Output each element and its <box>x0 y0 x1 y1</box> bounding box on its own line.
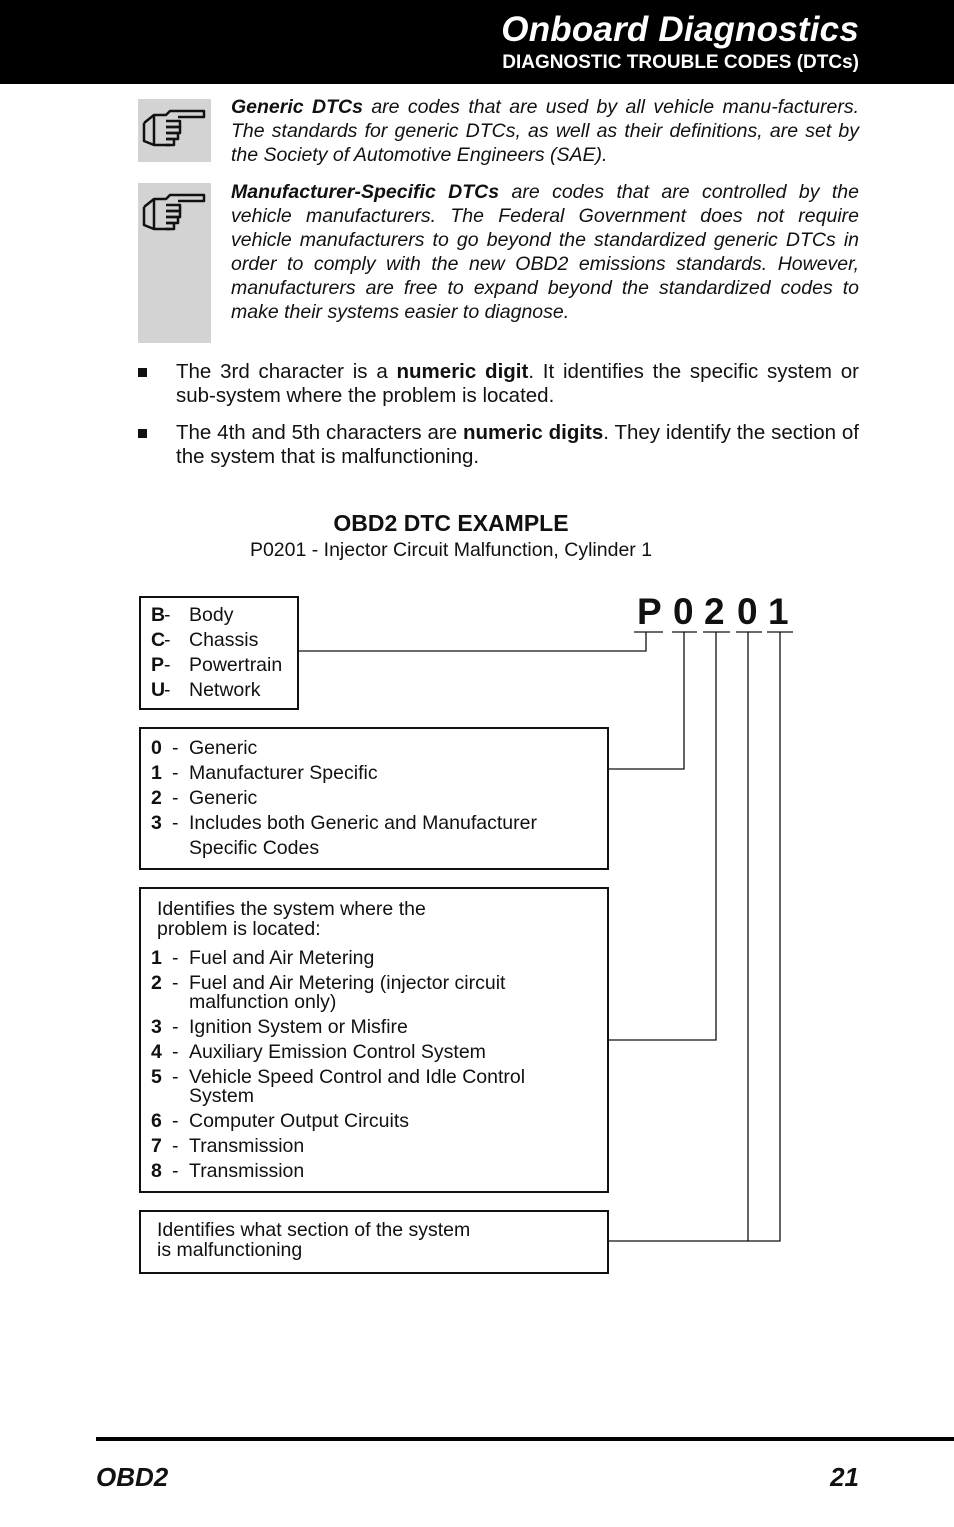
item-key: 3 <box>151 1016 162 1038</box>
list-item <box>141 1112 607 1131</box>
page-title: Onboard Diagnostics <box>501 10 859 49</box>
item-dash: - <box>164 654 171 676</box>
item-dash: - <box>164 629 171 651</box>
bullet-text: The 4th and 5th characters are <box>176 421 464 444</box>
list-item <box>141 814 607 833</box>
bullet-text: . It identifies the specific system or sub-system where the problem is located. <box>176 360 859 407</box>
note-bold-term: Generic DTCs <box>231 96 363 118</box>
item-key: 2 <box>151 972 162 994</box>
third-character-box <box>139 887 609 1193</box>
second-character-box <box>139 727 609 870</box>
list-item-continuation <box>141 839 607 858</box>
list-item <box>141 606 297 625</box>
box-intro <box>141 1220 607 1260</box>
item-dash: - <box>172 812 179 834</box>
item-desc: Generic <box>189 737 258 759</box>
list-item <box>141 1018 607 1037</box>
item-key: 1 <box>151 947 162 969</box>
list-item <box>141 1043 607 1062</box>
item-key: 1 <box>151 762 162 784</box>
item-key: 3 <box>151 812 162 834</box>
item-dash: - <box>172 1066 179 1088</box>
item-desc: Network <box>189 679 261 701</box>
item-desc: Powertrain <box>189 654 283 676</box>
item-desc: Fuel and Air Metering (injector circuit <box>189 972 506 994</box>
list-item-continuation <box>141 993 607 1012</box>
item-desc: malfunction only) <box>189 991 337 1013</box>
list-item <box>141 789 607 808</box>
item-key: 0 <box>151 737 162 759</box>
item-dash: - <box>172 947 179 969</box>
bullet-bold: numeric digit <box>396 360 529 383</box>
list-item <box>141 681 297 700</box>
intro-line: Identifies the system where the <box>157 898 426 920</box>
footer-label: OBD2 <box>96 1462 169 1492</box>
example-subtitle: P0201 - Injector Circuit Malfunction, Cylinder 1 <box>249 539 653 561</box>
code-char-3: 2 <box>704 591 725 632</box>
item-desc: Vehicle Speed Control and Idle Control <box>189 1066 526 1088</box>
bullet-text: . They identify the section of the system that is malfunctioning. <box>176 421 859 468</box>
note-bold-term: Manufacturer-Specific DTCs <box>231 181 500 203</box>
item-dash: - <box>172 737 179 759</box>
item-desc: System <box>189 1085 255 1107</box>
item-key: 8 <box>151 1160 162 1182</box>
item-dash: - <box>172 1041 179 1063</box>
first-character-box <box>139 596 299 710</box>
item-dash: - <box>172 1016 179 1038</box>
item-dash: - <box>172 1135 179 1157</box>
item-dash: - <box>164 679 171 701</box>
code-char-4: 0 <box>737 591 758 632</box>
item-key: 6 <box>151 1110 162 1132</box>
list-item <box>141 656 297 675</box>
item-key: U <box>151 679 166 701</box>
list-item <box>141 949 607 968</box>
list-item <box>141 1137 607 1156</box>
page-number: 21 <box>830 1462 859 1492</box>
bullet-bold: numeric digits <box>463 421 604 444</box>
code-char-2: 0 <box>673 591 694 632</box>
item-key: 2 <box>151 787 162 809</box>
list-item <box>141 764 607 783</box>
box-intro <box>141 899 607 939</box>
item-desc: Ignition System or Misfire <box>189 1016 408 1038</box>
example-title: OBD2 DTC EXAMPLE <box>333 510 569 536</box>
item-desc: Chassis <box>189 629 259 651</box>
list-item-continuation <box>141 1087 607 1106</box>
item-desc: Computer Output Circuits <box>189 1110 409 1132</box>
item-dash: - <box>172 972 179 994</box>
list-item <box>141 739 607 758</box>
item-desc: Transmission <box>189 1160 305 1182</box>
item-key: 5 <box>151 1066 162 1088</box>
item-desc: Includes both Generic and Manufacturer <box>189 812 537 834</box>
note-body: are codes that are controlled by the vehicle manufacturers. The Federal Government does not require vehicle manufacturers to go beyond the standardized generic DTCs in order to comply with the new OBD2 emissions standards. However, manufacturers are free to expand beyond the standardized codes to make their systems easier to diagnose. <box>231 181 859 323</box>
item-key: B <box>151 604 166 626</box>
item-key: P <box>151 654 165 676</box>
item-desc: Specific Codes <box>189 837 320 859</box>
intro-line: is malfunctioning <box>157 1239 303 1261</box>
item-key: 4 <box>151 1041 162 1063</box>
item-desc: Auxiliary Emission Control System <box>189 1041 486 1063</box>
bullet-text: The 3rd character is a <box>176 360 397 383</box>
item-key: C <box>151 629 166 651</box>
item-dash: - <box>172 1110 179 1132</box>
list-item <box>141 631 297 650</box>
list-item <box>141 1162 607 1181</box>
last-characters-box <box>139 1210 609 1274</box>
item-dash: - <box>172 1160 179 1182</box>
intro-line: Identifies what section of the system <box>157 1219 471 1241</box>
code-char-1: P <box>637 591 662 632</box>
item-desc: Manufacturer Specific <box>189 762 378 784</box>
footer-rule <box>96 1437 954 1441</box>
item-desc: Body <box>189 604 234 626</box>
item-dash: - <box>164 604 171 626</box>
item-desc: Fuel and Air Metering <box>189 947 375 969</box>
item-dash: - <box>172 787 179 809</box>
item-desc: Generic <box>189 787 258 809</box>
item-key: 7 <box>151 1135 162 1157</box>
item-desc: Transmission <box>189 1135 305 1157</box>
code-char-5: 1 <box>768 591 789 632</box>
intro-line: problem is located: <box>157 918 321 940</box>
item-dash: - <box>172 762 179 784</box>
note-body: are codes that are used by all vehicle manu-facturers. The standards for generic DTCs, as well as their definitions, are set by the Society of Automotive Engineers (SAE). <box>231 96 859 166</box>
page-subtitle: DIAGNOSTIC TROUBLE CODES (DTCs) <box>502 52 859 73</box>
